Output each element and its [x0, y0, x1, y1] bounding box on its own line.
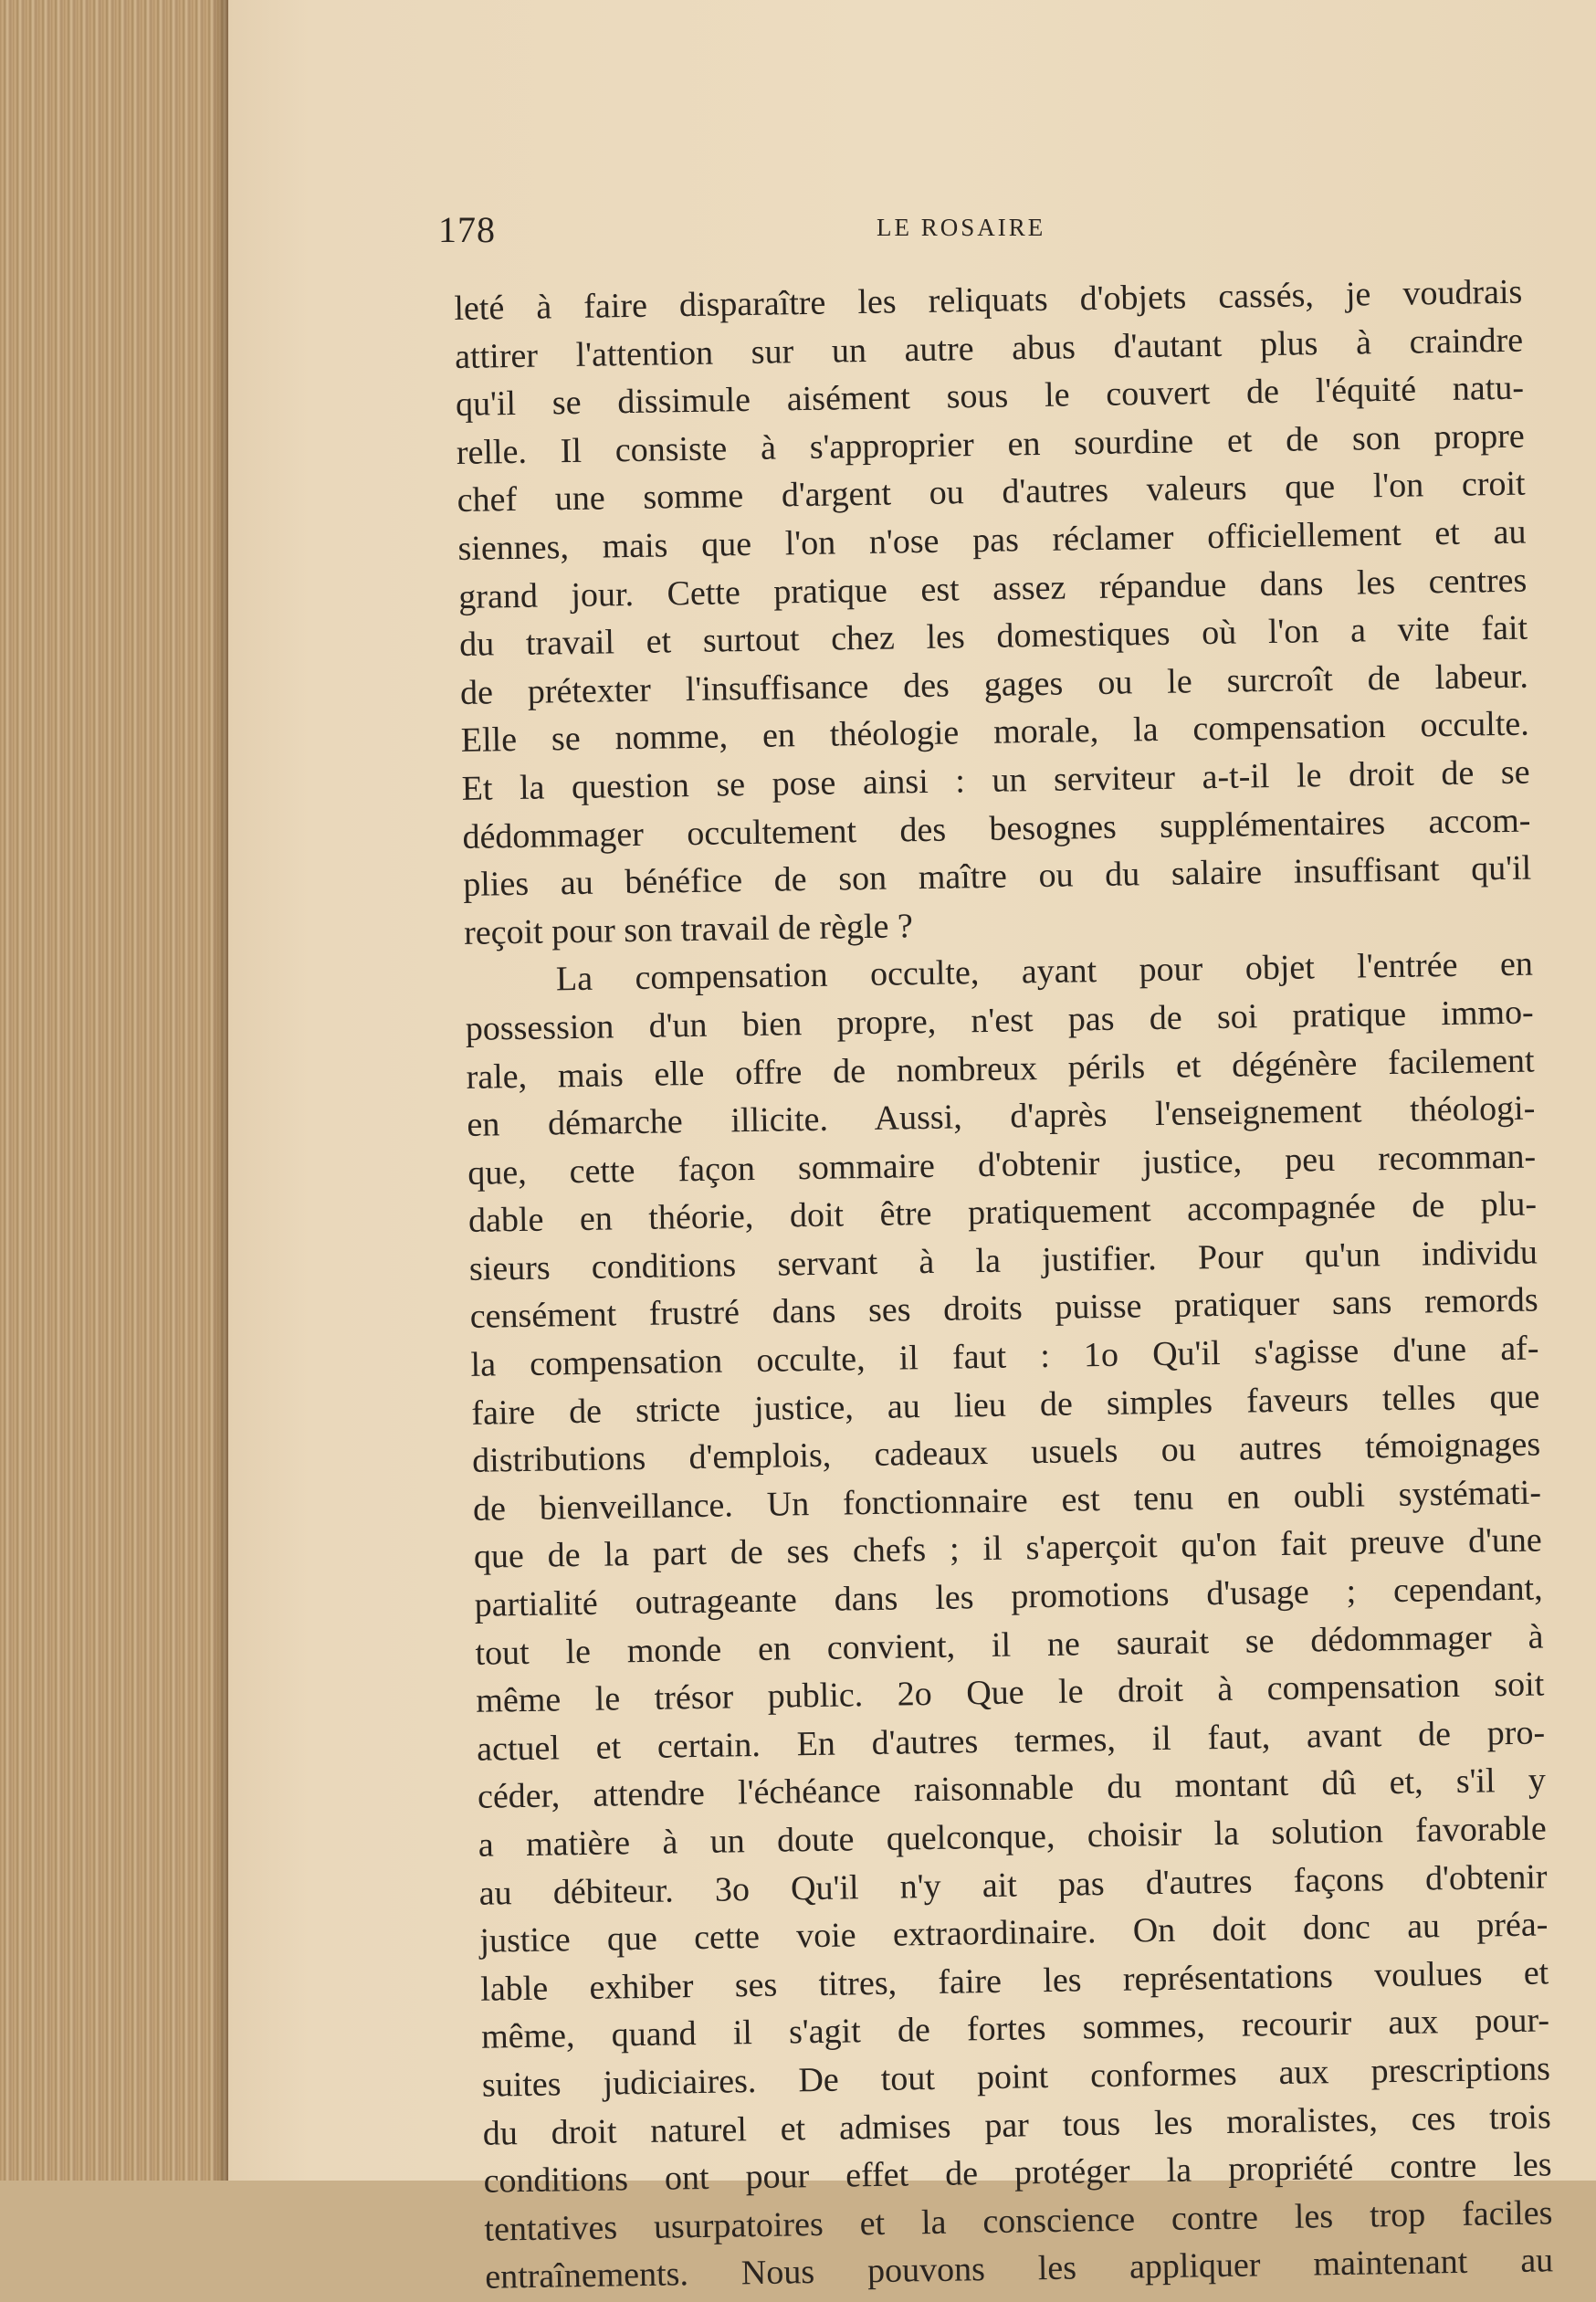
text-line: entraînements. Nous pouvons les appliquer maintenant au — [484, 2241, 1554, 2297]
text-line: que, cette façon sommaire d'obtenir justice, peu recomman- — [467, 1137, 1537, 1193]
text-line: justice que cette voie extraordinaire. On doit donc au préa- — [479, 1905, 1549, 1960]
text-line: sieurs conditions servant à la justifier. Pour qu'un individu — [468, 1233, 1538, 1288]
text-line: en démarche illicite. Aussi, d'après l'enseignement théologi- — [467, 1088, 1536, 1144]
text-line: au débiteur. 3o Qu'il n'y ait pas d'autres façons d'obtenir — [478, 1857, 1548, 1913]
text-line: censément frustré dans ses droits puisse pratiquer sans remords — [469, 1280, 1538, 1337]
text-line: actuel et certain. En d'autres termes, il faut, avant de pro- — [476, 1713, 1546, 1769]
text-line: de bienveillance. Un fonctionnaire est tenu en oubli systémati- — [472, 1473, 1542, 1529]
text-line: Et la question se pose ainsi : un serviteur a-t-il le droit de se — [461, 752, 1530, 808]
text-line: grand jour. Cette pratique est assez répandue dans les centres — [458, 561, 1528, 616]
text-line: a matière à un doute quelconque, choisir la solution favorable — [478, 1809, 1548, 1865]
text-line: la compensation occulte, il faut : 1o Qu'il s'agisse d'une af- — [470, 1329, 1539, 1384]
text-line: du droit naturel et admises par tous les moralistes, ces trois — [482, 2097, 1551, 2153]
running-head — [438, 208, 1534, 263]
text-line: partialité outrageante dans les promotions d'usage ; cependant, — [474, 1569, 1543, 1624]
text-line: attirer l'attention sur un autre abus d'autant plus à craindre — [454, 321, 1524, 376]
text-line: distributions d'emplois, cadeaux usuels ou autres témoignages — [471, 1424, 1541, 1481]
text-line: de prétexter l'insuffisance des gages ou le surcroît de labeur. — [459, 657, 1529, 712]
text-line: même, quand il s'agit de fortes sommes, recourir aux pour- — [480, 2001, 1550, 2057]
text-line: suites judiciaires. De tout point conformes aux prescriptions — [481, 2049, 1551, 2105]
page-edges — [0, 0, 228, 2181]
text-line: chef une somme d'argent ou d'autres valeurs que l'on croit — [457, 464, 1526, 520]
page-number: 178 — [438, 209, 496, 250]
running-title: LE ROSAIRE — [877, 214, 1046, 241]
text-line: lable exhiber ses titres, faire les représentations voulues et — [479, 1953, 1549, 2009]
text-line: tentatives usurpatoires et la conscience contre les trop faciles — [484, 2193, 1553, 2249]
text-line: dédommager occultement des besognes supplémentaires accom- — [462, 801, 1531, 857]
text-line: conditions ont pour effet de protéger la propriété contre les — [483, 2145, 1552, 2201]
text-line: plies au bénéfice de son maître ou du salaire insuffisant qu'il — [462, 848, 1532, 905]
text-line: La compensation occulte, ayant pour objet l'entrée en — [555, 944, 1534, 999]
body-text — [454, 268, 1554, 2302]
text-line: leté à faire disparaître les reliquats d'objets cassés, je voudrais — [454, 272, 1523, 328]
text-line: Elle se nomme, en théologie morale, la compensation occulte. — [460, 704, 1530, 761]
text-line: siennes, mais que l'on n'ose pas réclamer officiellement et au — [457, 512, 1527, 568]
text-line: tout le monde en convient, il ne saurait se dédommager à — [475, 1617, 1544, 1673]
text-line: céder, attendre l'échéance raisonnable du montant dû et, s'il y — [477, 1761, 1547, 1817]
text-line: que de la part de ses chefs ; il s'aperçoit qu'on fait preuve d'une — [473, 1520, 1543, 1577]
text-line: qu'il se dissimule aisément sous le couvert de l'équité natu- — [455, 368, 1525, 425]
text-line: faire de stricte justice, au lieu de simples faveurs telles que — [471, 1377, 1540, 1433]
text-line: même le trésor public. 2o Que le droit à compensation soit — [476, 1665, 1545, 1721]
text-line: dable en théorie, doit être pratiquement accompagnée de plu- — [467, 1184, 1538, 1241]
text-line: rale, mais elle offre de nombreux périls et dégénère facilement — [466, 1041, 1535, 1097]
text-line: relle. Il consiste à s'approprier en sourdine et de son propre — [456, 416, 1526, 472]
text-line: reçoit pour son travail de règle ? — [463, 906, 914, 952]
text-line: possession d'un bien propre, n'est pas de soi pratique immo- — [465, 993, 1534, 1048]
text-line: du travail et surtout chez les domestiques où l'on a vite fait — [458, 608, 1528, 665]
